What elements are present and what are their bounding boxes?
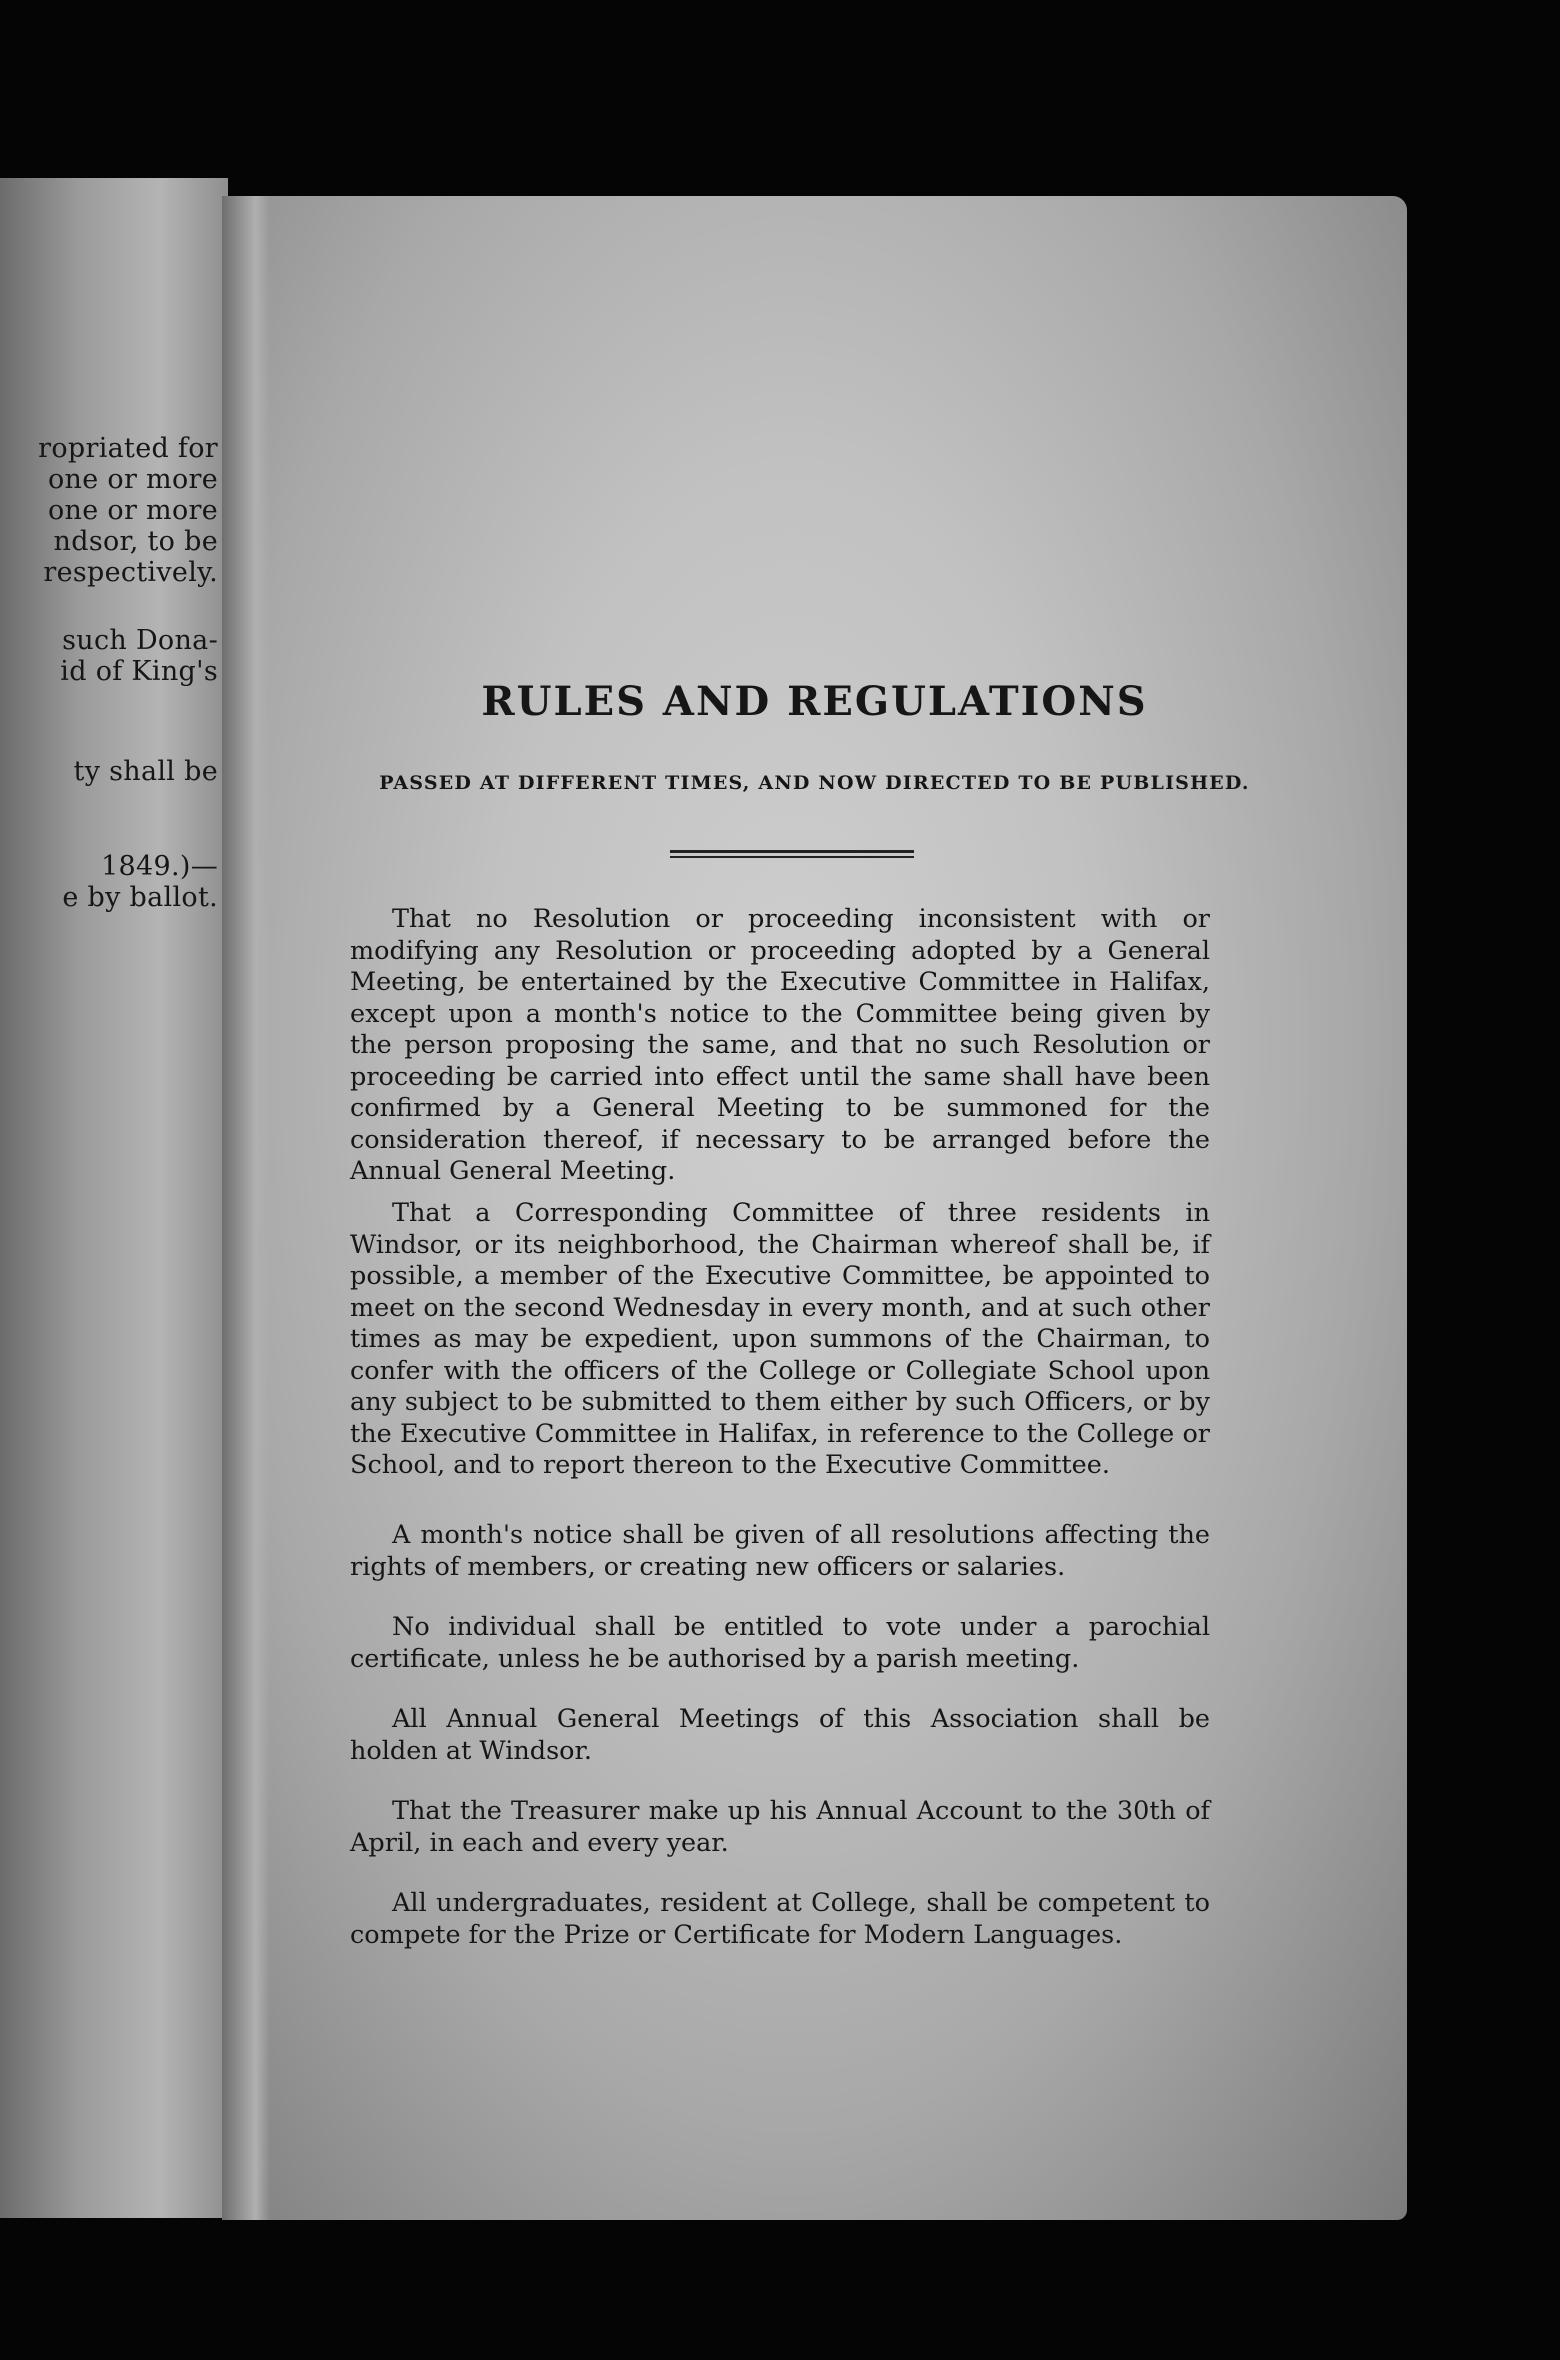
regulation-paragraph: A month's notice shall be given of all resolutions affecting the rights of members, or creating new officers or salaries. <box>350 1520 1210 1582</box>
regulation-paragraph: That the Treasurer make up his Annual Account to the 30th of April, in each and every year. <box>350 1796 1210 1858</box>
regulation-paragraph: That no Resolution or proceeding inconsistent with or modifying any Resolution or proceeding adopted by a General Meeting, be entertained by the Executive Committee in Halifax, except upon a month's notice to the Committee being given by the person proposing the same, and that no such Resolution or proceeding be carried into effect until the same shall have been confirmed by a General Meeting to be summoned for the consideration thereof, if necessary to be arranged before the Annual General Meeting. <box>350 904 1210 1186</box>
page-spine-shadow <box>222 196 270 2220</box>
left-page-fragment: 1849.)— <box>101 851 218 882</box>
page-title: RULES AND REGULATIONS <box>481 678 1148 725</box>
page-subtitle: PASSED AT DIFFERENT TIMES, AND NOW DIRECTED TO BE PUBLISHED. <box>379 772 1250 794</box>
left-page-fragment: respectively. <box>43 557 218 588</box>
title-rule <box>670 856 914 858</box>
left-page <box>0 178 228 2218</box>
regulation-paragraph: All Annual General Meetings of this Association shall be holden at Windsor. <box>350 1704 1210 1766</box>
left-page-fragment: e by ballot. <box>62 882 218 913</box>
left-page-fragment: such Dona- <box>62 625 218 656</box>
left-page-fragment: one or more <box>48 464 218 495</box>
right-page <box>222 196 1407 2220</box>
left-page-fragment: ty shall be <box>73 756 218 787</box>
left-page-fragment: ropriated for <box>38 433 218 464</box>
regulation-paragraph: That a Corresponding Committee of three residents in Windsor, or its neighborhood, the Chairman whereof shall be, if possible, a member of the Executive Committee, be appointed to meet on the second Wednesday in every month, and at such other times as may be expedient, upon summons of the Chairman, to confer with the officers of the College or Collegiate School upon any subject to be submitted to them either by such Officers, or by the Executive Committee in Halifax, in reference to the College or School, and to report thereon to the Executive Committee. <box>350 1198 1210 1480</box>
left-page-fragment: one or more <box>48 495 218 526</box>
left-page-fragment: ndsor, to be <box>53 526 218 557</box>
regulation-paragraph: No individual shall be entitled to vote under a parochial certificate, unless he be authorised by a parish meeting. <box>350 1612 1210 1674</box>
regulation-paragraph: All undergraduates, resident at College, shall be competent to compete for the Prize or Certificate for Modern Languages. <box>350 1888 1210 1950</box>
left-page-fragment: id of King's <box>60 656 218 687</box>
title-rule <box>670 850 914 853</box>
